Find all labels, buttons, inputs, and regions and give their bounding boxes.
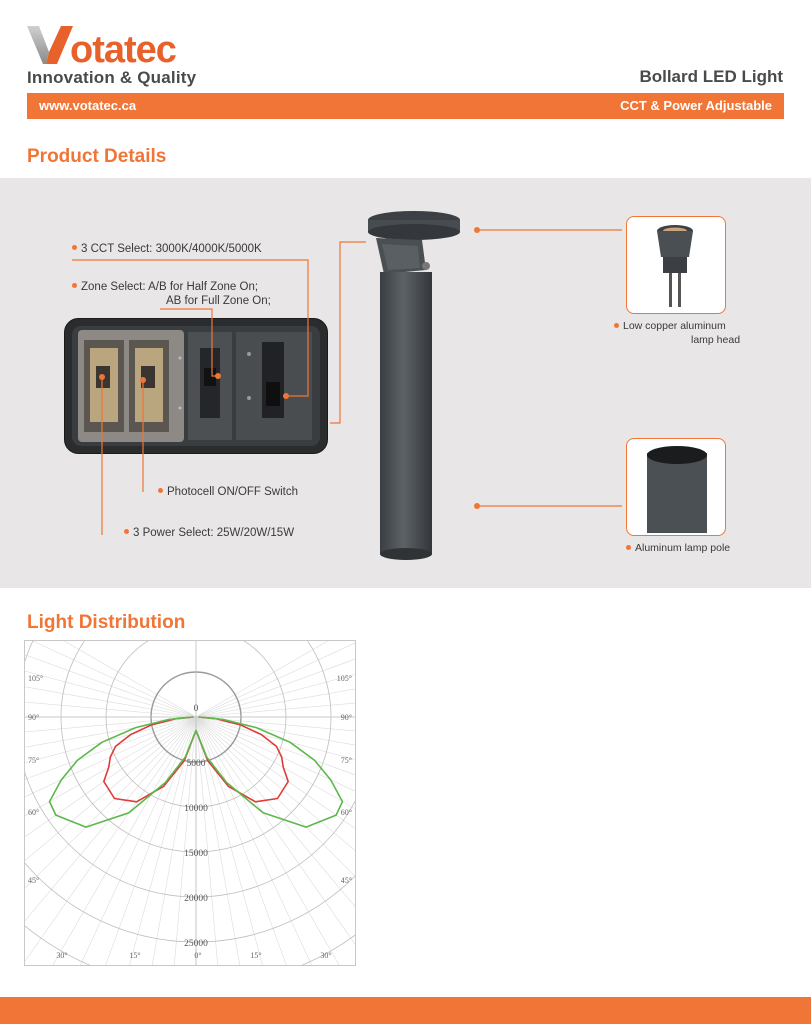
angle-label-bottom: 0°	[194, 951, 202, 960]
light-distribution-chart	[24, 640, 356, 966]
header-bar	[27, 93, 784, 119]
angle-label-bottom: 30°	[56, 951, 68, 960]
lamp-head-image	[627, 217, 725, 313]
radial-tick-label: 15000	[184, 849, 208, 859]
bollard-light-image	[362, 210, 466, 566]
angle-label-left: 90°	[28, 713, 40, 722]
lamp-pole-label: Aluminum lamp pole	[626, 542, 730, 554]
lamp-head-label: Low copper aluminum	[614, 320, 726, 332]
radial-tick-label: 20000	[184, 894, 208, 904]
angle-label-left: 60°	[28, 808, 40, 817]
tagline: Innovation & Quality	[27, 68, 197, 87]
feature-text: CCT & Power Adjustable	[620, 98, 772, 113]
light-distribution-heading: Light Distribution	[27, 612, 186, 633]
angle-label-bottom: 15°	[250, 951, 262, 960]
lamp-pole-image	[627, 439, 725, 535]
bullet-icon	[124, 529, 129, 534]
angle-label-right: 75°	[340, 756, 352, 765]
bullet-icon	[72, 283, 77, 288]
angle-label-left: 75°	[28, 756, 40, 765]
lamp-head-callout	[626, 216, 726, 314]
photocell-label: Photocell ON/OFF Switch	[158, 486, 298, 498]
radial-tick-label: 10000	[184, 804, 208, 814]
product-title: Bollard LED Light	[639, 67, 783, 86]
product-details-heading: Product Details	[27, 146, 167, 167]
angle-label-left: 105°	[28, 674, 44, 683]
bullet-icon	[158, 488, 163, 493]
power-select-label: 3 Power Select: 25W/20W/15W	[124, 527, 294, 539]
votatec-logo	[27, 22, 207, 68]
footer-bar	[0, 997, 811, 1024]
angle-label-right: 105°	[336, 674, 352, 683]
website-link[interactable]: www.votatec.ca	[39, 98, 137, 113]
switch-box-photo	[64, 318, 328, 454]
bullet-icon	[72, 245, 77, 250]
bullet-icon	[614, 323, 619, 328]
zone-select-label-line2: AB for Full Zone On;	[166, 295, 271, 307]
radial-tick-label: 25000	[184, 939, 208, 949]
angle-label-right: 90°	[340, 713, 352, 722]
zone-select-label: Zone Select: A/B for Half Zone On;	[72, 281, 258, 293]
angle-label-bottom: 15°	[129, 951, 141, 960]
angle-label-right: 60°	[340, 808, 352, 817]
lamp-head-label-line2: lamp head	[691, 334, 741, 346]
lamp-pole-callout	[626, 438, 726, 536]
cct-select-label: 3 CCT Select: 3000K/4000K/5000K	[72, 243, 262, 255]
svg-text:otatec: otatec	[70, 29, 176, 68]
radial-tick-label: 0	[193, 704, 199, 714]
bullet-icon	[626, 545, 631, 550]
angle-label-right: 45°	[340, 876, 352, 885]
angle-label-left: 45°	[28, 876, 40, 885]
radial-tick-label: 5000	[186, 759, 206, 769]
angle-label-bottom: 30°	[320, 951, 332, 960]
